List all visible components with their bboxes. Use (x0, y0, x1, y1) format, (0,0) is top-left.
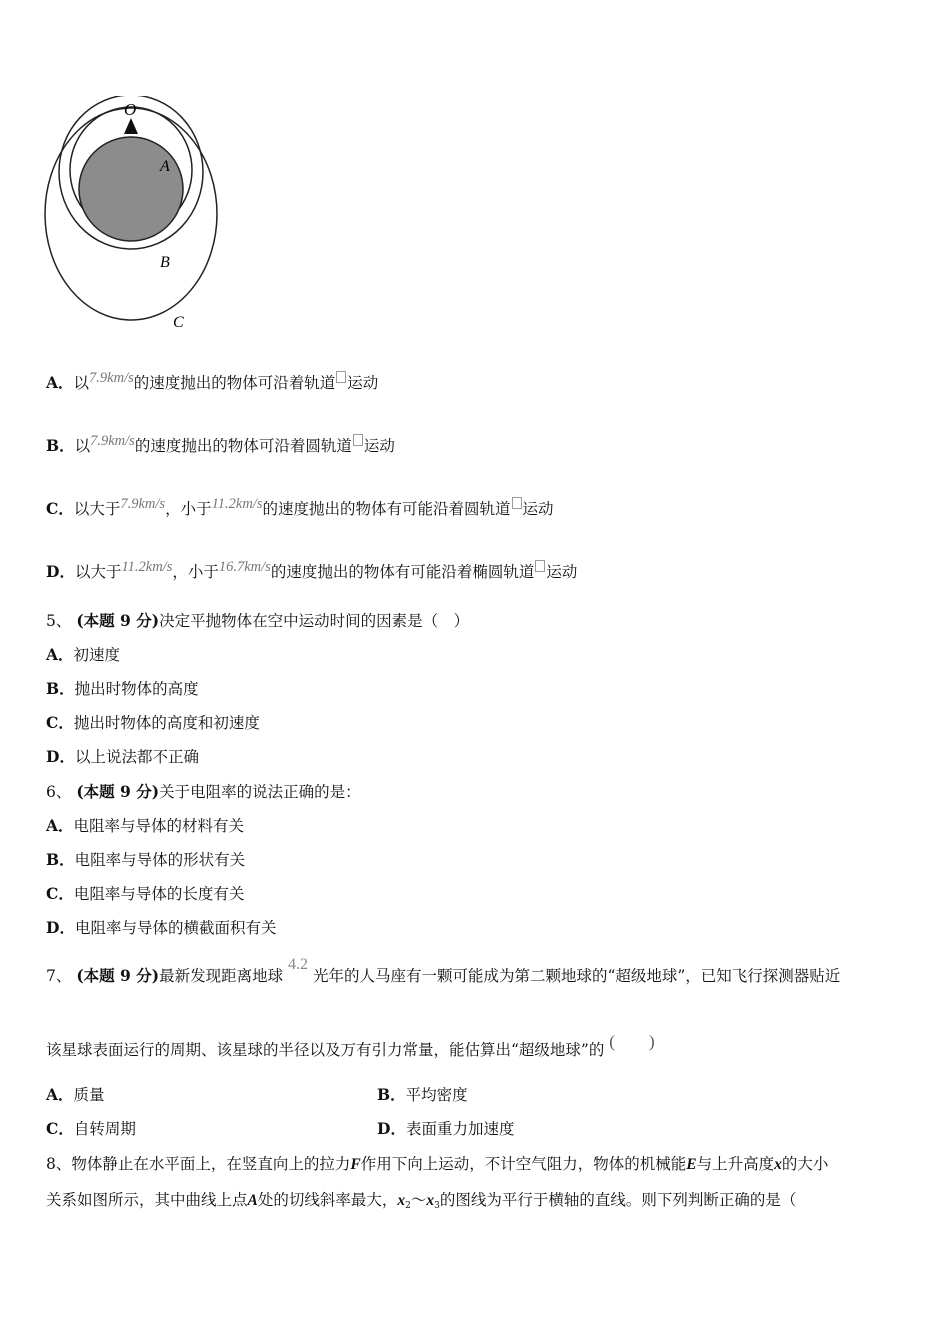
q7-option-d-label: D． (377, 1119, 406, 1138)
q7-distance: 4.2 (288, 956, 309, 973)
q4-option-d-speed1: 11.2km/s (121, 559, 173, 575)
q5-option-c (46, 713, 260, 733)
q5-option-d (46, 747, 199, 767)
q6-option-c-label: C． (46, 884, 74, 903)
q7-option-d-text: 表面重力加速度 (405, 1120, 515, 1138)
q8-var-x3-sub: 3 (434, 1201, 440, 1211)
q5-option-d-label: D． (46, 747, 75, 766)
q7-option-c-label: C． (46, 1119, 74, 1138)
q8-var-x3: x (426, 1192, 435, 1209)
q6-option-d-text: 电阻率与导体的横截面积有关 (74, 919, 277, 937)
q4-option-d-post2: 运动 (546, 563, 578, 581)
q7-option-c-text: 自转周期 (73, 1120, 136, 1138)
q7-options-row1 (46, 1085, 906, 1105)
q6-option-b (46, 850, 245, 870)
q8-var-x2: x (397, 1192, 406, 1209)
q7-answer-paren: ( ) (609, 1032, 655, 1051)
q4-option-b-speed: 7.9km/s (90, 433, 135, 449)
orbit-figure (40, 96, 230, 336)
launch-mountain (124, 118, 138, 134)
q4-option-a-label: A． (46, 373, 74, 392)
q4-option-c-mid: ，小于 (165, 500, 212, 518)
label-a: A (160, 158, 170, 175)
q8-var-x: x (774, 1156, 782, 1173)
q6-option-b-label: B． (46, 850, 75, 869)
q8-tilde: ～ (410, 1191, 427, 1209)
q5-option-a-text: 初速度 (73, 646, 121, 664)
q7-stem2: 该星球表面运行的周期、该星球的半径以及万有引力常量，能估算出“超级地球”的 (46, 1041, 605, 1059)
missing-glyph-box (336, 371, 346, 383)
q7-option-b (377, 1085, 468, 1105)
q8-l1-b: 作用下向上运动，不计空气阻力，物体的机械能 (360, 1155, 687, 1173)
q4-option-a-speed: 7.9km/s (89, 370, 134, 386)
q7-number: 7、 (46, 967, 72, 985)
q7-stem-line1 (46, 956, 841, 987)
q7-options-row2 (46, 1119, 906, 1139)
q8-l1-c: 与上升高度 (696, 1155, 775, 1173)
q7-option-c (46, 1120, 136, 1138)
missing-glyph-box (512, 497, 522, 509)
q8-l2-b: 处的切线斜率最大， (257, 1191, 398, 1209)
q4-option-b-label: B． (46, 436, 75, 455)
q5-option-a-label: A． (46, 645, 74, 664)
q5-score: (本题 9 分) (76, 611, 160, 630)
q4-option-b-pre: 以 (74, 437, 91, 455)
q6-score: (本题 9 分) (76, 782, 160, 801)
q6-option-c (46, 884, 244, 904)
q7-option-a (46, 1086, 105, 1104)
q4-option-a-post: 的速度抛出的物体可沿着轨道 (133, 374, 336, 392)
q4-option-b (46, 433, 395, 457)
q8-var-a: A (247, 1192, 258, 1209)
label-b: B (160, 254, 170, 271)
q7-option-a-text: 质量 (73, 1086, 105, 1104)
q4-option-c-post: 的速度抛出的物体有可能沿着圆轨道 (262, 500, 511, 518)
q7-stem1-pre: 最新发现距离地球 (159, 967, 284, 985)
earth (79, 137, 183, 241)
q6-stem-text: 关于电阻率的说法正确的是： (159, 783, 361, 801)
q8-stem-line1 (46, 1154, 828, 1175)
q4-option-c-pre: 以大于 (73, 500, 121, 518)
q6-option-c-text: 电阻率与导体的长度有关 (73, 885, 245, 903)
q6-option-a-label: A． (46, 816, 74, 835)
q5-option-b (46, 679, 199, 699)
q6-option-a-text: 电阻率与导体的材料有关 (73, 817, 245, 835)
q7-option-b-label: B． (377, 1085, 406, 1104)
q4-option-d-label: D． (46, 562, 75, 581)
q7-stem-line2 (46, 1032, 655, 1060)
q6-option-d (46, 918, 276, 938)
q7-option-b-text: 平均密度 (405, 1086, 468, 1104)
q4-option-d-post: 的速度抛出的物体有可能沿着椭圆轨道 (270, 563, 535, 581)
q8-l2-c: 的图线为平行于横轴的直线。则下列判断正确的是（ (439, 1191, 797, 1209)
q4-option-c-label: C． (46, 499, 74, 518)
q5-number: 5、 (46, 612, 72, 630)
q4-option-c-post2: 运动 (522, 500, 554, 518)
q8-var-e: E (686, 1156, 697, 1173)
q6-option-a (46, 816, 244, 836)
q4-option-b-post2: 运动 (363, 437, 395, 455)
q4-option-d-speed2: 16.7km/s (218, 559, 271, 575)
label-o: O (124, 100, 137, 119)
q4-option-b-post: 的速度抛出的物体可沿着圆轨道 (134, 437, 352, 455)
q8-stem-line2 (46, 1190, 796, 1213)
q4-option-d (46, 559, 578, 583)
q7-stem1-post: 光年的人马座有一颗可能成为第二颗地球的“超级地球”，已知飞行探测器贴近 (312, 967, 841, 985)
q5-option-b-label: B． (46, 679, 75, 698)
q4-option-a (46, 370, 379, 394)
q5-option-c-text: 抛出时物体的高度和初速度 (73, 714, 260, 732)
q4-option-c (46, 496, 554, 520)
q8-number: 8、 (46, 1155, 72, 1173)
q4-option-d-pre: 以大于 (74, 563, 122, 581)
q4-option-c-speed1: 7.9km/s (120, 496, 166, 512)
q6-option-b-text: 电阻率与导体的形状有关 (74, 851, 246, 869)
q8-var-f: F (350, 1156, 361, 1173)
q7-option-d (377, 1119, 514, 1139)
q6-option-d-label: D． (46, 918, 75, 937)
q6-stem (46, 782, 361, 802)
q5-option-a (46, 645, 120, 665)
missing-glyph-box (353, 434, 363, 446)
q5-option-c-label: C． (46, 713, 74, 732)
q5-option-b-text: 抛出时物体的高度 (74, 680, 199, 698)
q8-var-x2-sub: 2 (405, 1201, 411, 1211)
q8-l1-d: 的大小 (781, 1155, 829, 1173)
q5-stem (46, 611, 469, 631)
q4-option-a-post2: 运动 (347, 374, 379, 392)
q5-option-d-text: 以上说法都不正确 (74, 748, 199, 766)
q7-option-a-label: A． (46, 1085, 74, 1104)
q7-score: (本题 9 分) (76, 966, 160, 985)
q4-option-c-speed2: 11.2km/s (211, 496, 263, 512)
q4-option-a-pre: 以 (73, 374, 90, 392)
missing-glyph-box (535, 560, 545, 572)
q8-l1-a: 物体静止在水平面上，在竖直向上的拉力 (71, 1155, 351, 1173)
q5-stem-text: 决定平抛物体在空中运动时间的因素是（ ） (159, 612, 470, 630)
q6-number: 6、 (46, 783, 72, 801)
q8-l2-a: 关系如图所示，其中曲线上点 (46, 1191, 248, 1209)
q4-option-d-mid: ，小于 (172, 563, 219, 581)
label-c: C (173, 314, 184, 331)
